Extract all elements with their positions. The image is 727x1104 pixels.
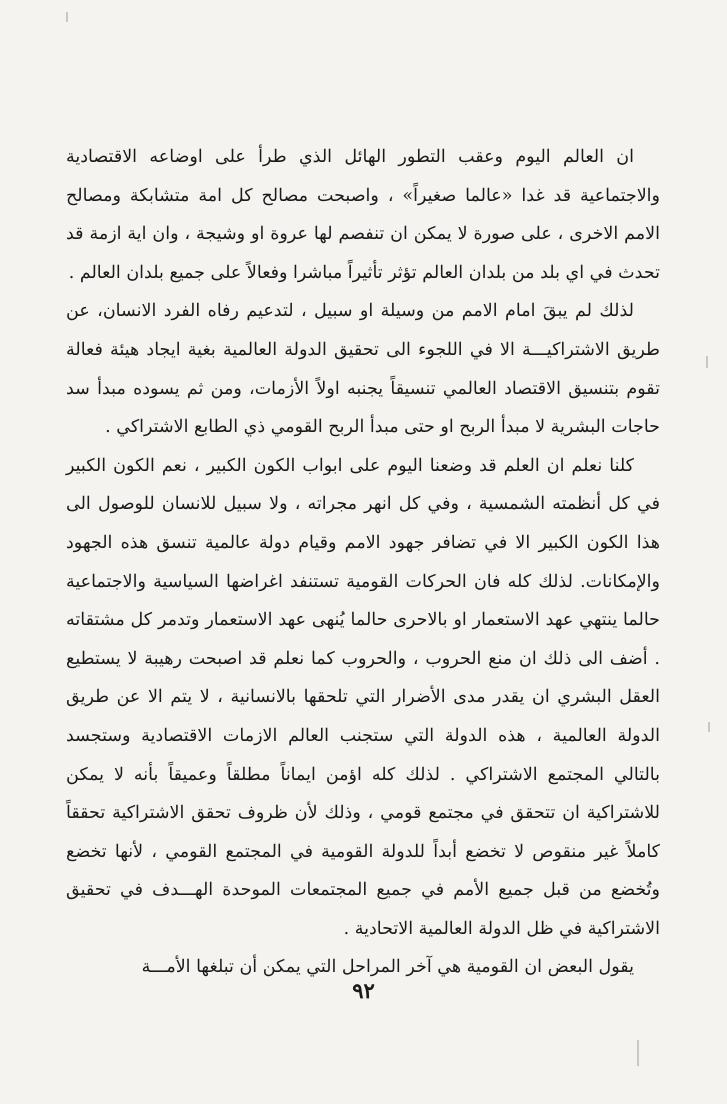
- scan-speck: [706, 356, 708, 368]
- page-number: ٩٢: [352, 978, 375, 1003]
- body-text: [66, 138, 660, 987]
- scan-speck: [708, 722, 710, 732]
- scan-speck: [66, 12, 68, 22]
- paragraph: كلنا نعلم ان العلم قد وضعنا اليوم على ابواب الكون الكبير ، نعم الكون الكبير في كل أنظمته الشمسية ، وفي كل انهر مجراته ، ولا سبيل للانسان للوصول الى هذا الكون الكبير الا في تضافر جهود الامم وقيام دولة عالمية تنسق هذه الجهود والإمكانات. لذلك كله فان الحركات القومية تستنفد اغراضها السياسية والاجتماعية حالما ينتهي عهد الاستعمار او بالاحرى حالما يُنهى عهد الاستعمار وتدمر كل مشتقاته . أضف الى ذلك ان منع الحروب ، والحروب كما نعلم قد اصبحت رهيبة لا يستطيع العقل البشري ان يقدر مدى الأضرار التي تلحقها بالانسانية ، لا يتم الا عن طريق الدولة العالمية ، هذه الدولة التي ستجنب العالم الازمات الاقتصادية وستجسد بالتالي المجتمع الاشتراكي . لذلك كله اؤمن ايماناً مطلقاً وعميقاً بأنه لا يمكن للاشتراكية ان تتحقق في مجتمع قومي ، وذلك لأن ظروف تحقق الاشتراكية تحققاً كاملاً غير منقوص لا تخضع أبداً للدولة القومية في المجتمع القومي ، لأنها تخضع وتُخضع من قبل جميع الأمم في جميع المجتمعات الموحدة الهـــدف في تحقيق الاشتراكية في ظل الدولة العالمية الاتحادية .: [66, 455, 660, 939]
- scan-speck: [637, 1040, 639, 1066]
- paragraph: ان العالم اليوم وعقب التطور الهائل الذي طرأ على اوضاعه الاقتصادية والاجتماعية قد غدا «عالما صغيراً» ، واصبحت مصالح كل امة متشابكة ومصالح الامم الاخرى ، على صورة لا يمكن ان تنفصم لها عروة او وشيجة ، وان اية ازمة قد تحدث في اي بلد من بلدان العالم تؤثر تأثيراً مباشرا وفعالاً على جميع بلدان العالم .: [66, 147, 660, 283]
- paragraph: يقول البعض ان القومية هي آخر المراحل التي يمكن أن تبلغها الأمـــة: [141, 957, 634, 978]
- paragraph: لذلك لم يبقَ امام الامم من وسيلة او سبيل ، لتدعيم رفاه الفرد الانسان، عن طريق الاشتراكيـــة الا في اللجوء الى تحقيق الدولة العالمية بغية ايجاد هيئة فعالة تقوم بتنسيق الاقتصاد العالمي تنسيقاً يجنبه اولاً الأزمات، ومن ثم يسوده مبدأ سد حاجات البشرية لا مبدأ الربح او حتى مبدأ الربح القومي ذي الطابع الاشتراكي .: [66, 301, 660, 438]
